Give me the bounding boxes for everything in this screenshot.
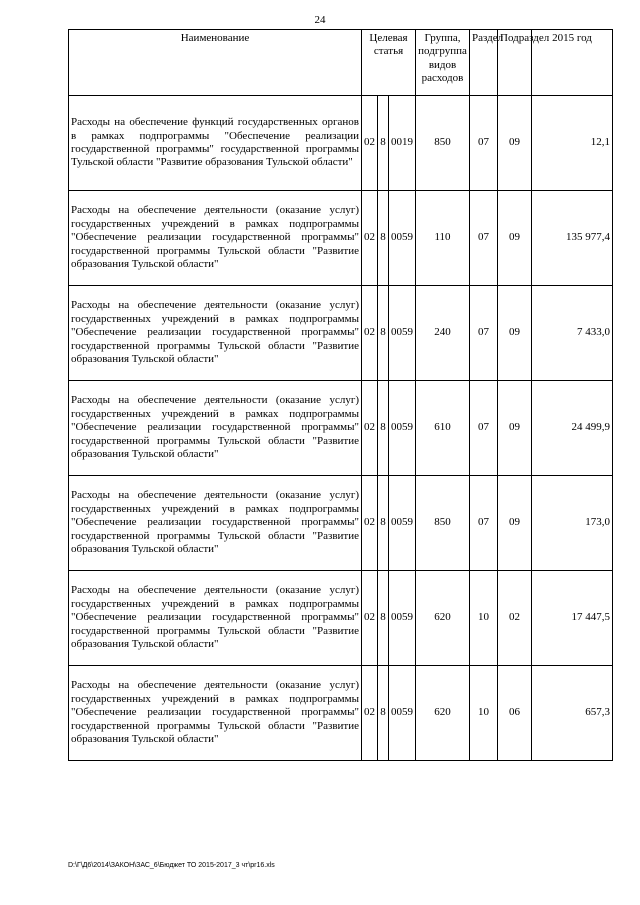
row-expense-group: 110 [416, 191, 470, 286]
table-row [69, 476, 613, 571]
row-subsection: 09 [498, 476, 532, 571]
row-code-direction: 0019 [389, 96, 416, 191]
row-code-program: 02 [362, 381, 378, 476]
row-code-direction: 0059 [389, 666, 416, 761]
row-section: 10 [470, 666, 498, 761]
row-section: 07 [470, 286, 498, 381]
header-year: 2015 год [532, 30, 613, 96]
row-code-program: 02 [362, 286, 378, 381]
row-code-direction: 0059 [389, 191, 416, 286]
row-code-program: 02 [362, 191, 378, 286]
row-expense-group: 850 [416, 96, 470, 191]
row-expense-group: 610 [416, 381, 470, 476]
row-section: 07 [470, 476, 498, 571]
row-amount: 12,1 [532, 96, 613, 191]
row-amount: 17 447,5 [532, 571, 613, 666]
row-subsection: 02 [498, 571, 532, 666]
row-subsection: 09 [498, 96, 532, 191]
row-code-direction: 0059 [389, 571, 416, 666]
row-amount: 7 433,0 [532, 286, 613, 381]
row-code-program: 02 [362, 96, 378, 191]
row-expense-group: 850 [416, 476, 470, 571]
table-row [69, 381, 613, 476]
row-code-subprogram: 8 [378, 191, 389, 286]
row-subsection: 06 [498, 666, 532, 761]
row-expense-group: 620 [416, 571, 470, 666]
row-amount: 135 977,4 [532, 191, 613, 286]
row-amount: 657,3 [532, 666, 613, 761]
page-number: 24 [314, 14, 326, 26]
row-name: Расходы на обеспечение деятельности (оказание услуг) государственных учреждений в рамках подпрограммы "Обеспечение реализации государственной программы" государственной программы Тульской области "Развитие образования Тульской области" [69, 666, 362, 761]
row-subsection: 09 [498, 381, 532, 476]
header-section: Раздел [470, 30, 498, 96]
row-code-subprogram: 8 [378, 381, 389, 476]
row-subsection: 09 [498, 286, 532, 381]
row-code-direction: 0059 [389, 381, 416, 476]
file-path-footer: D:\Г\Д6\2014\ЗАКОН\ЗАС_6\Бюджет ТО 2015-2017_3 чт\pr16.xls [68, 862, 275, 869]
row-amount: 173,0 [532, 476, 613, 571]
row-code-subprogram: 8 [378, 286, 389, 381]
table-row [69, 286, 613, 381]
row-code-program: 02 [362, 476, 378, 571]
table-row [69, 571, 613, 666]
row-subsection: 09 [498, 191, 532, 286]
row-amount: 24 499,9 [532, 381, 613, 476]
row-section: 07 [470, 96, 498, 191]
row-name: Расходы на обеспечение деятельности (оказание услуг) государственных учреждений в рамках подпрограммы "Обеспечение реализации государственной программы" государственной программы Тульской области "Развитие образования Тульской области" [69, 381, 362, 476]
row-code-subprogram: 8 [378, 476, 389, 571]
row-code-direction: 0059 [389, 286, 416, 381]
row-name: Расходы на обеспечение деятельности (оказание услуг) государственных учреждений в рамках подпрограммы "Обеспечение реализации государственной программы" государственной программы Тульской области "Развитие образования Тульской области" [69, 286, 362, 381]
row-expense-group: 620 [416, 666, 470, 761]
table-row [69, 96, 613, 191]
row-section: 07 [470, 191, 498, 286]
row-name: Расходы на обеспечение деятельности (оказание услуг) государственных учреждений в рамках подпрограммы "Обеспечение реализации государственной программы" государственной программы Тульской области "Развитие образования Тульской области" [69, 571, 362, 666]
table-row [69, 191, 613, 286]
row-name: Расходы на обеспечение деятельности (оказание услуг) государственных учреждений в рамках подпрограммы "Обеспечение реализации государственной программы" государственной программы Тульской области "Развитие образования Тульской области" [69, 191, 362, 286]
row-code-direction: 0059 [389, 476, 416, 571]
row-section: 10 [470, 571, 498, 666]
row-code-program: 02 [362, 571, 378, 666]
row-code-subprogram: 8 [378, 571, 389, 666]
header-group: Группа, подгруппа видов расходов [416, 30, 470, 96]
row-expense-group: 240 [416, 286, 470, 381]
budget-table [68, 29, 613, 761]
row-code-subprogram: 8 [378, 666, 389, 761]
table-row [69, 666, 613, 761]
header-name: Наименование [69, 30, 362, 96]
row-code-program: 02 [362, 666, 378, 761]
row-name: Расходы на обеспечение функций государственных органов в рамках подпрограммы "Обеспечение реализации государственной программы" государственной программы Тульской области "Развитие образования Тульской области" [69, 96, 362, 191]
row-section: 07 [470, 381, 498, 476]
row-code-subprogram: 8 [378, 96, 389, 191]
header-target-article: Целевая статья [362, 30, 416, 96]
table-header-row [69, 30, 613, 96]
header-subsection: Подраздел [498, 30, 532, 96]
row-name: Расходы на обеспечение деятельности (оказание услуг) государственных учреждений в рамках подпрограммы "Обеспечение реализации государственной программы" государственной программы Тульской области "Развитие образования Тульской области" [69, 476, 362, 571]
